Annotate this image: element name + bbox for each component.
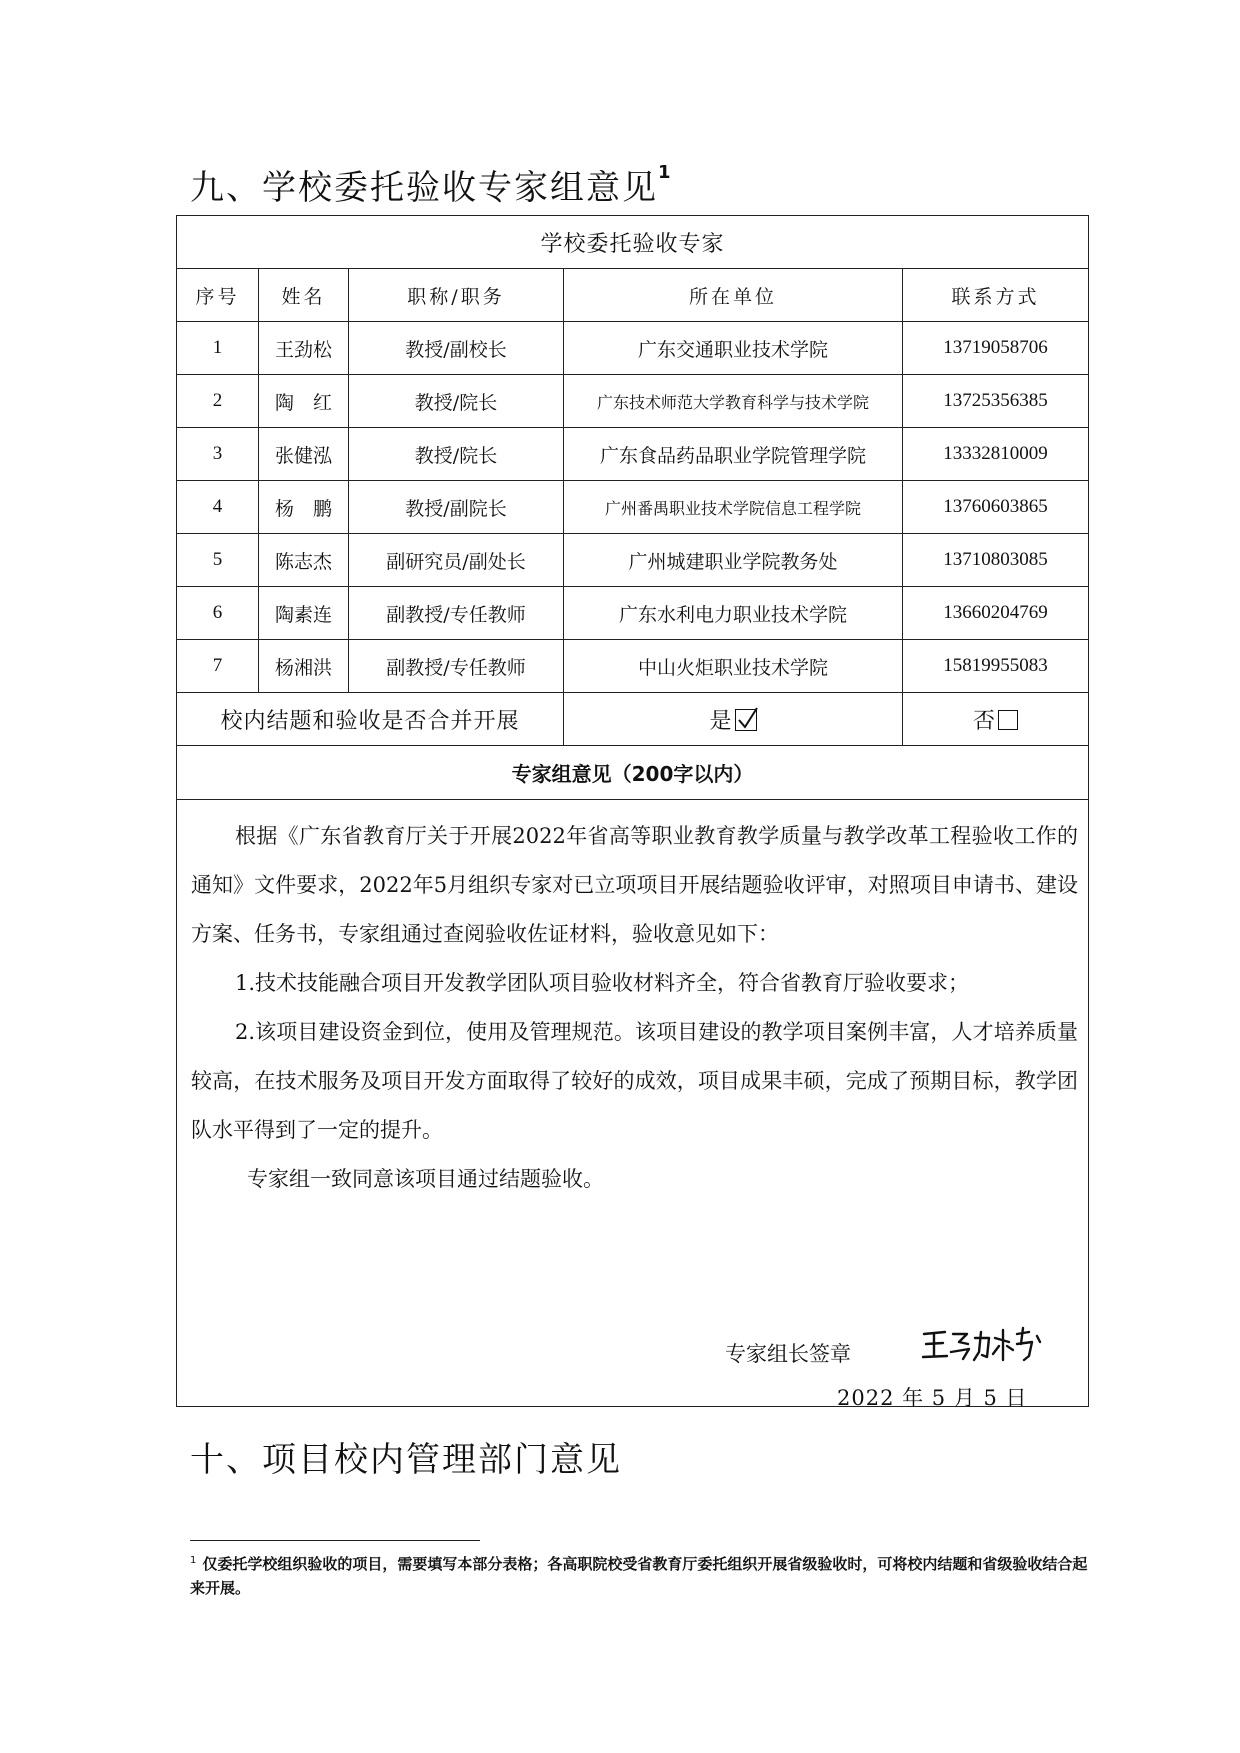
opinion-paragraph: 1.技术技能融合项目开发教学团队项目验收材料齐全，符合省教育厅验收要求； <box>235 971 970 995</box>
row-title: 教授/院长 <box>349 428 564 481</box>
row-phone: 13660204769 <box>903 587 1089 640</box>
footnote-text: 仅委托学校组织验收的项目，需要填写本部分表格；各高职院校受省教育厅委托组织开展省级验收时，可将校内结题和省级验收结合起来开展。 <box>190 1555 1088 1597</box>
row-seq: 3 <box>177 428 259 481</box>
row-title: 教授/院长 <box>349 375 564 428</box>
opinion-cell <box>177 800 1089 1410</box>
row-name: 王劲松 <box>259 322 349 375</box>
header-name: 姓名 <box>259 269 349 322</box>
no-option[interactable] <box>903 693 1089 746</box>
row-unit: 广东水利电力职业技术学院 <box>564 587 903 640</box>
header-contact: 联系方式 <box>903 269 1089 322</box>
header-unit: 所在单位 <box>564 269 903 322</box>
table-caption: 学校委托验收专家 <box>177 216 1089 269</box>
checkmark-icon <box>736 706 760 732</box>
row-title: 教授/副校长 <box>349 322 564 375</box>
row-seq: 7 <box>177 640 259 693</box>
table-row <box>177 587 1089 640</box>
table-row <box>177 534 1089 587</box>
header-seq: 序号 <box>177 269 259 322</box>
row-name: 杨湘洪 <box>259 640 349 693</box>
row-seq: 5 <box>177 534 259 587</box>
row-name: 陶素连 <box>259 587 349 640</box>
row-unit: 广东技术师范大学教育科学与技术学院 <box>564 375 903 428</box>
row-unit: 广东交通职业技术学院 <box>564 322 903 375</box>
table-row <box>177 428 1089 481</box>
row-unit: 广东食品药品职业学院管理学院 <box>564 428 903 481</box>
row-seq: 2 <box>177 375 259 428</box>
footnote-reference: 1 <box>658 162 673 183</box>
table-header-row <box>177 269 1089 322</box>
footnote-divider <box>190 1540 480 1541</box>
table-row <box>177 375 1089 428</box>
row-phone: 13760603865 <box>903 481 1089 534</box>
opinion-paragraph: 根据《广东省教育厅关于开展2022年省高等职业教育教学质量与教学改革工程验收工作的通知》文件要求，2022年5月组织专家对已立项项目开展结题验收评审，对照项目申请书、建设方案、任务书，专家组通过查阅验收佐证材料，验收意见如下： <box>191 824 1079 946</box>
row-unit: 广州番禺职业技术学院信息工程学院 <box>564 481 903 534</box>
table-row <box>177 322 1089 375</box>
section-10-title: 十、项目校内管理部门意见 <box>190 1440 622 1480</box>
footnote <box>190 1549 1090 1600</box>
row-title: 副研究员/副处长 <box>349 534 564 587</box>
row-phone: 13332810009 <box>903 428 1089 481</box>
row-title: 副教授/专任教师 <box>349 587 564 640</box>
row-title: 教授/副院长 <box>349 481 564 534</box>
row-phone: 15819955083 <box>903 640 1089 693</box>
row-phone: 13725356385 <box>903 375 1089 428</box>
section-9-title-text: 九、学校委托验收专家组意见 <box>190 168 658 208</box>
opinion-title: 专家组意见（200字以内） <box>177 746 1089 800</box>
row-unit: 广州城建职业学院教务处 <box>564 534 903 587</box>
section-9-title <box>190 160 673 209</box>
row-name: 陶 红 <box>259 375 349 428</box>
opinion-paragraph: 专家组一致同意该项目通过结题验收。 <box>247 1167 604 1191</box>
opinion-paragraph: 2.该项目建设资金到位，使用及管理规范。该项目建设的教学项目案例丰富，人才培养质量较高，在技术服务及项目开发方面取得了较好的成效，项目成果丰硕，完成了预期目标，教学团队水平得到了一定的提升。 <box>191 1020 1079 1142</box>
row-seq: 1 <box>177 322 259 375</box>
row-phone: 13710803085 <box>903 534 1089 587</box>
row-seq: 4 <box>177 481 259 534</box>
merge-question-label: 校内结题和验收是否合并开展 <box>177 693 564 746</box>
sign-label: 专家组长签章 <box>725 1342 851 1366</box>
signature-image <box>919 1322 1044 1366</box>
row-name: 张健泓 <box>259 428 349 481</box>
yes-option[interactable] <box>564 693 903 746</box>
no-label: 否 <box>973 708 997 734</box>
footnote-mark: 1 <box>190 1555 197 1566</box>
table-row <box>177 640 1089 693</box>
yes-checkbox[interactable] <box>735 709 757 731</box>
header-title: 职称/职务 <box>349 269 564 322</box>
no-checkbox[interactable] <box>998 710 1018 730</box>
row-name: 杨 鹏 <box>259 481 349 534</box>
table-row <box>177 481 1089 534</box>
expert-table <box>176 215 1089 1410</box>
merge-question-row <box>177 693 1089 746</box>
opinion-body <box>191 812 1078 1204</box>
row-title: 副教授/专任教师 <box>349 640 564 693</box>
row-unit: 中山火炬职业技术学院 <box>564 640 903 693</box>
row-seq: 6 <box>177 587 259 640</box>
yes-label: 是 <box>709 708 733 734</box>
row-phone: 13719058706 <box>903 322 1089 375</box>
row-name: 陈志杰 <box>259 534 349 587</box>
sign-date: 2022 年 5 月 5 日 <box>837 1386 1028 1410</box>
